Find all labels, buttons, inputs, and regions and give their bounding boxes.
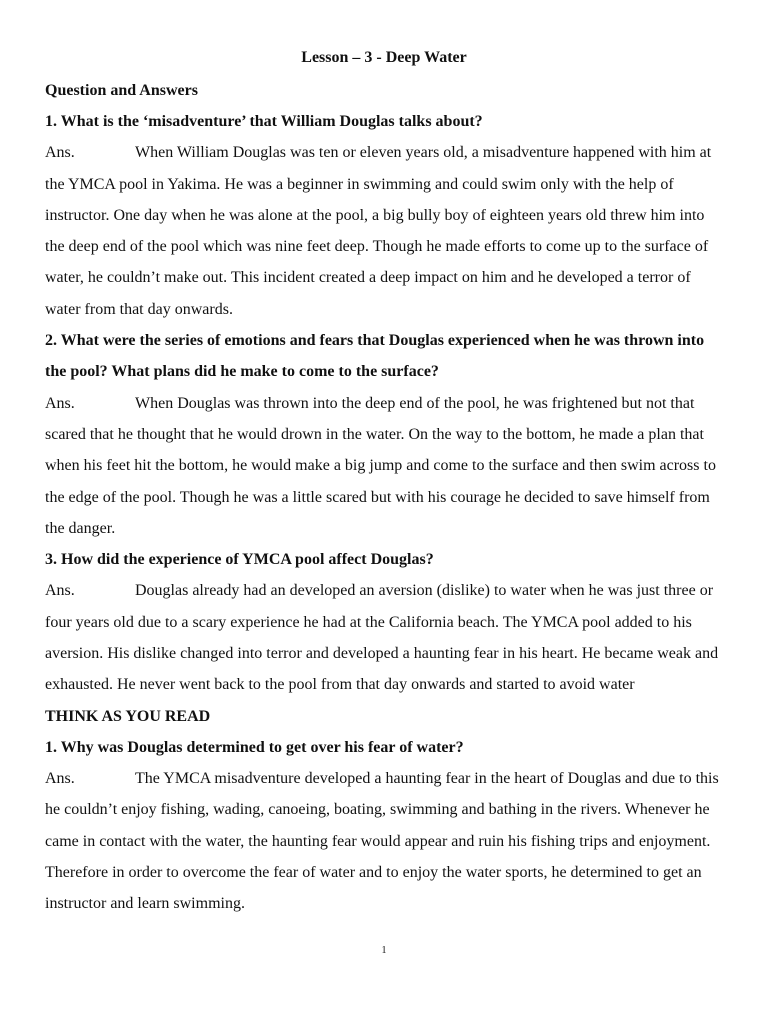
answer-text: When William Douglas was ten or eleven years old, a misadventure happened with him at the YMCA pool in Yakima. He was a beginner in swimming and could swim only with the help of instructor. One day when he was alone at the pool, a big bully boy of eighteen years old threw him into the deep end of the pool which was nine feet deep. Though he made efforts to come up to the surface of water, he couldn’t make out. This incident created a deep impact on him and he developed a terror of water from that day onwards. — [45, 144, 712, 318]
answer-text: The YMCA misadventure developed a haunting fear in the heart of Douglas and due to this he couldn’t enjoy fishing, wading, canoeing, boating, swimming and bathing in the rivers. Whenever he came in contact with the water, the haunting fear would appear and ruin his fishing trips and enjoyment. Therefore in order to overcome the fear of water and to enjoy the water sports, he determined to get an instructor and learn swimming. — [45, 769, 719, 913]
think-question-1: 1. Why was Douglas determined to get over his fear of water? — [45, 738, 464, 756]
answer-label: Ans. — [45, 769, 75, 787]
answer-text: Douglas already had an developed an aversion (dislike) to water when he was just three or four years old due to a scary experience he had at the California beach. The YMCA pool added to his aversion. His dislike changed into terror and developed a haunting fear in his heart. He became weak and exhausted. He never went back to the pool from that day onwards and started to avoid water — [45, 582, 719, 694]
answer-label: Ans. — [45, 582, 75, 600]
answer-2 — [45, 388, 723, 544]
page-number: 1 — [381, 945, 387, 956]
answer-label: Ans. — [45, 394, 75, 412]
question-3: 3. How did the experience of YMCA pool affect Douglas? — [45, 551, 434, 569]
think-answer-1 — [45, 763, 723, 919]
section-heading: Question and Answers — [45, 82, 198, 99]
answer-text: When Douglas was thrown into the deep end of the pool, he was frightened but not that scared that he thought that he would drown in the water. On the way to the bottom, he made a plan that when his feet hit the bottom, he would make a big jump and come to the surface and then swim across to the edge of the pool. Though he was a little scared but with his courage he decided to save himself from the danger. — [45, 394, 716, 537]
page-title: Lesson – 3 - Deep Water — [301, 49, 467, 66]
question-1: 1. What is the ‘misadventure’ that William Douglas talks about? — [45, 113, 483, 130]
answer-3 — [45, 575, 723, 700]
question-2: 2. What were the series of emotions and fears that Douglas experienced when he was thrown into the pool? What plans did he make to come to the surface? — [45, 332, 705, 381]
answer-1 — [45, 137, 723, 325]
think-heading: THINK AS YOU READ — [45, 707, 211, 725]
answer-label: Ans. — [45, 144, 75, 162]
